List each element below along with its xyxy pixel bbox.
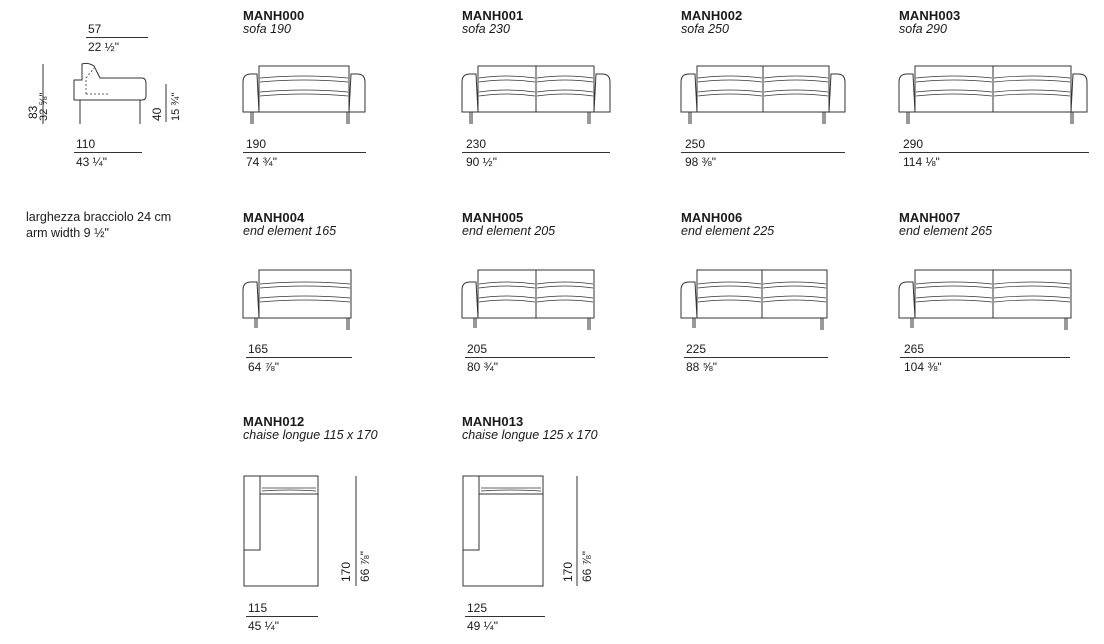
width-in: 88 ⅝" [686,360,717,374]
sofa-front-drawing [681,62,847,122]
item-code: MANH003 [899,8,961,23]
width-cm: 115 [248,601,268,615]
width-in: 80 ¾" [467,360,498,374]
dimension-line [243,152,366,153]
dimension-line [465,357,595,358]
dimension-line [246,616,318,617]
item-code: MANH001 [462,8,524,23]
side-width-cm: 110 [76,137,96,151]
dimension-line [899,152,1089,153]
item-code: MANH006 [681,210,743,225]
side-height-in: 32 ⅝" [38,92,50,121]
item-code: MANH007 [899,210,961,225]
width-in: 49 ¼" [467,619,498,633]
width-cm: 225 [686,342,707,356]
item-description: sofa 230 [462,22,510,36]
width-in: 104 ⅜" [904,360,942,374]
side-seat-in: 15 ¾" [170,92,182,121]
dimension-line [86,37,148,38]
side-height-cm: 83 [26,105,40,119]
width-cm: 205 [467,342,488,356]
end-element-front-drawing [899,268,1075,330]
item-description: end element 225 [681,224,775,238]
width-in: 90 ½" [466,155,497,169]
sofa-front-drawing [899,62,1089,122]
arm-width-note-it: larghezza bracciolo 24 cm [26,210,172,224]
item-code: MANH005 [462,210,524,225]
item-code: MANH012 [243,414,305,429]
width-in: 114 ⅛" [903,155,940,169]
sofa-front-drawing [462,62,612,122]
item-description: sofa 190 [243,22,291,36]
dimension-line [462,152,610,153]
side-depth-cm: 57 [88,22,102,36]
item-code: MANH000 [243,8,305,23]
item-description: chaise longue 115 x 170 [243,428,378,442]
arm-width-note-en: arm width 9 ½" [26,226,109,240]
item-description: end element 265 [899,224,993,238]
dimension-line [74,152,142,153]
sofa-front-drawing [243,62,373,122]
depth-in: 66 ⅞" [580,551,594,582]
side-width-in: 43 ¼" [76,155,107,169]
dimension-line [900,357,1070,358]
dimension-line [246,357,352,358]
item-code: MANH013 [462,414,524,429]
width-in: 64 ⅞" [248,360,279,374]
end-element-front-drawing [681,268,831,330]
depth-in: 66 ⅞" [358,551,372,582]
side-seat-cm: 40 [150,107,164,121]
side-view-drawing [64,58,144,128]
side-depth-in: 22 ½" [88,40,119,54]
width-cm: 250 [685,137,706,151]
width-in: 45 ¼" [248,619,279,633]
item-description: end element 165 [243,224,337,238]
item-description: end element 205 [462,224,556,238]
item-code: MANH004 [243,210,305,225]
item-description: chaise longue 125 x 170 [462,428,598,442]
depth-cm: 170 [339,561,353,582]
item-description: sofa 290 [899,22,947,36]
item-code: MANH002 [681,8,743,23]
width-cm: 230 [466,137,487,151]
dimension-line [684,357,828,358]
dimension-line [465,616,545,617]
chaise-top-drawing [244,476,324,588]
depth-cm: 170 [561,561,575,582]
width-cm: 265 [904,342,925,356]
dimension-line [681,152,845,153]
item-description: sofa 250 [681,22,729,36]
chaise-top-drawing [463,476,549,588]
end-element-front-drawing [243,268,355,330]
width-cm: 190 [246,137,267,151]
end-element-front-drawing [462,268,598,330]
width-cm: 125 [467,601,488,615]
width-cm: 290 [903,137,924,151]
width-cm: 165 [248,342,269,356]
width-in: 74 ¾" [246,155,277,169]
width-in: 98 ⅜" [685,155,716,169]
